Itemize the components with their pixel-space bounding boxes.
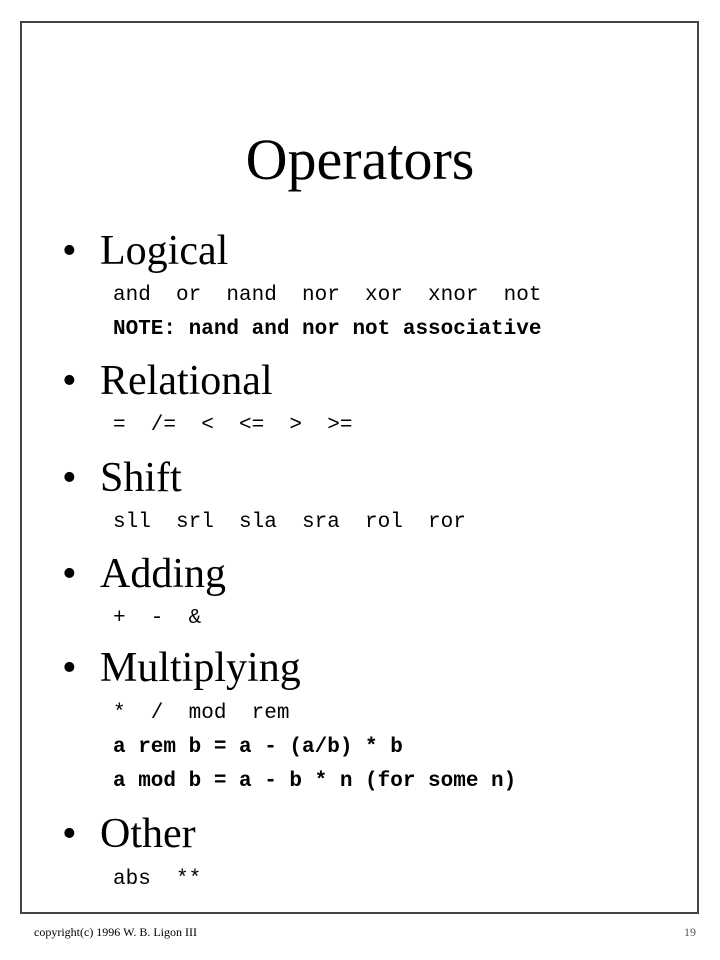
adding-operators-line: + - & [113, 607, 202, 630]
bullet-icon: • [62, 551, 77, 597]
section-heading-shift: Shift [100, 455, 182, 501]
other-operators-line: abs ** [113, 868, 202, 891]
bullet-icon: • [62, 645, 77, 691]
bullet-icon: • [62, 228, 77, 274]
copyright-footer: copyright(c) 1996 W. B. Ligon III [34, 925, 197, 939]
bullet-icon: • [62, 455, 77, 501]
logical-note-line: NOTE: nand and nor not associative [113, 318, 542, 341]
rem-definition-line: a rem b = a - (a/b) * b [113, 736, 403, 759]
page-number: 19 [684, 925, 696, 939]
mod-definition-line: a mod b = a - b * n (for some n) [113, 770, 517, 793]
section-heading-relational: Relational [100, 358, 273, 404]
section-heading-logical: Logical [100, 228, 229, 274]
bullet-icon: • [62, 358, 77, 404]
section-heading-adding: Adding [100, 551, 226, 597]
bullet-icon: • [62, 811, 77, 857]
multiplying-operators-line: * / mod rem [113, 702, 290, 725]
slide-title: Operators [245, 127, 475, 192]
shift-operators-line: sll srl sla sra rol ror [113, 511, 466, 534]
relational-operators-line: = /= < <= > >= [113, 414, 353, 437]
section-heading-other: Other [100, 811, 196, 857]
section-heading-multiplying: Multiplying [100, 645, 301, 691]
logical-operators-line: and or nand nor xor xnor not [113, 284, 542, 307]
